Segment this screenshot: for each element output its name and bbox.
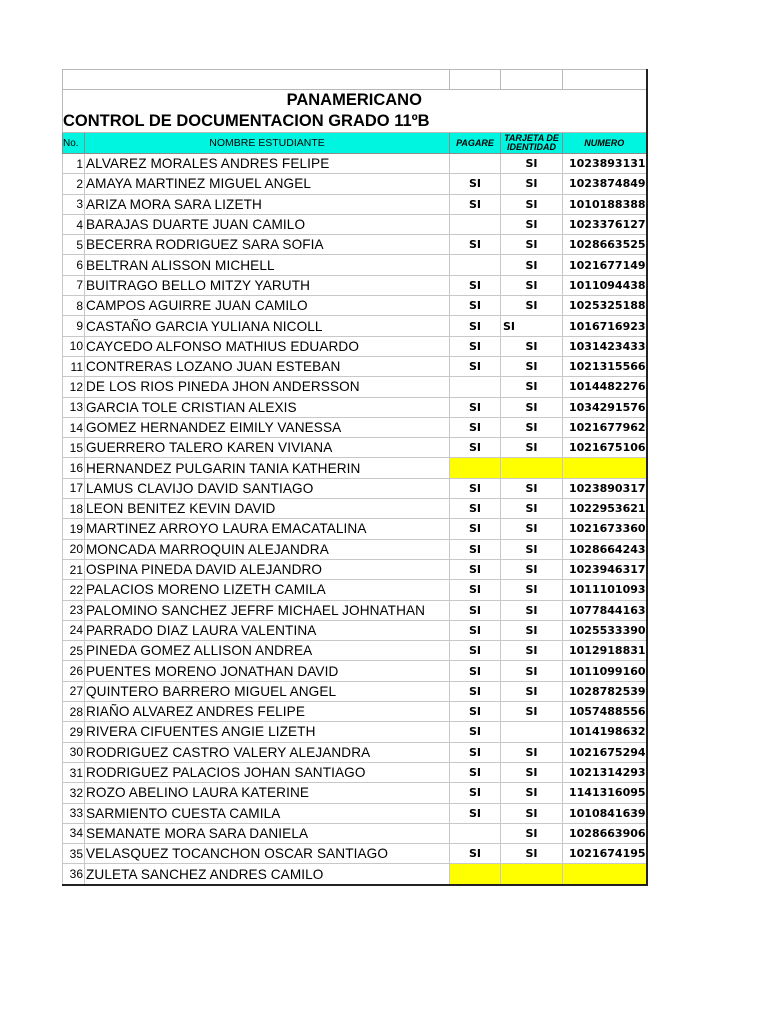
table-row <box>63 641 647 661</box>
pagare-cell: SI <box>450 783 501 803</box>
numero-cell: 1021315566 <box>563 356 647 376</box>
numero-cell: 1021314293 <box>563 762 647 782</box>
tarjeta-cell: SI <box>501 803 563 823</box>
pagare-cell: SI <box>450 620 501 640</box>
numero-cell: 1077844163 <box>563 600 647 620</box>
row-number-cell: 22 <box>63 580 85 600</box>
tarjeta-cell: SI <box>501 702 563 722</box>
sheet-subtitle: CONTROL DE DOCUMENTACION GRADO 11ºB <box>63 111 647 133</box>
student-name-cell: SARMIENTO CUESTA CAMILA <box>85 803 450 823</box>
student-name-cell: CASTAÑO GARCIA YULIANA NICOLL <box>85 316 450 336</box>
table-row <box>63 783 647 803</box>
title-row-1 <box>63 90 647 112</box>
student-name-cell: OSPINA PINEDA DAVID ALEJANDRO <box>85 559 450 579</box>
table-row <box>63 661 647 681</box>
row-number-cell: 35 <box>63 844 85 864</box>
numero-cell: 1021675106 <box>563 438 647 458</box>
table-row <box>63 803 647 823</box>
tarjeta-cell: SI <box>501 580 563 600</box>
tarjeta-cell: SI <box>501 681 563 701</box>
student-name-cell: MARTINEZ ARROYO LAURA EMACATALINA <box>85 519 450 539</box>
numero-cell: 1010841639 <box>563 803 647 823</box>
row-number-cell: 7 <box>63 275 85 295</box>
table-row <box>63 823 647 843</box>
table-row <box>63 559 647 579</box>
pagare-cell: SI <box>450 174 501 194</box>
tarjeta-cell: SI <box>501 214 563 234</box>
table-row <box>63 762 647 782</box>
table-row <box>63 864 647 885</box>
tarjeta-cell: SI <box>501 539 563 559</box>
row-number-cell: 19 <box>63 519 85 539</box>
tarjeta-cell: SI <box>501 742 563 762</box>
numero-cell: 1021677149 <box>563 255 647 275</box>
tarjeta-cell: SI <box>501 255 563 275</box>
tarjeta-cell: SI <box>501 620 563 640</box>
table-row <box>63 620 647 640</box>
pagare-cell: SI <box>450 519 501 539</box>
student-name-cell: RODRIGUEZ CASTRO VALERY ALEJANDRA <box>85 742 450 762</box>
student-name-cell: BECERRA RODRIGUEZ SARA SOFIA <box>85 235 450 255</box>
row-number-cell: 18 <box>63 499 85 519</box>
student-name-cell: QUINTERO BARRERO MIGUEL ANGEL <box>85 681 450 701</box>
table-row <box>63 255 647 275</box>
table-row <box>63 397 647 417</box>
numero-cell: 1011101093 <box>563 580 647 600</box>
table-row <box>63 417 647 437</box>
tarjeta-cell <box>501 864 563 885</box>
header-row <box>63 133 647 154</box>
pagare-cell: SI <box>450 316 501 336</box>
tarjeta-cell: SI <box>501 519 563 539</box>
row-number-cell: 14 <box>63 417 85 437</box>
tarjeta-cell <box>501 458 563 478</box>
table-row <box>63 600 647 620</box>
student-name-cell: AMAYA MARTINEZ MIGUEL ANGEL <box>85 174 450 194</box>
pagare-cell: SI <box>450 762 501 782</box>
pagare-cell <box>450 255 501 275</box>
pagare-cell: SI <box>450 275 501 295</box>
row-number-cell: 27 <box>63 681 85 701</box>
table-row <box>63 580 647 600</box>
pagare-cell: SI <box>450 336 501 356</box>
header-no: No. <box>63 133 85 154</box>
row-number-cell: 8 <box>63 296 85 316</box>
pagare-cell <box>450 214 501 234</box>
student-name-cell: PARRADO DIAZ LAURA VALENTINA <box>85 620 450 640</box>
pagare-cell: SI <box>450 722 501 742</box>
student-name-cell: ARIZA MORA SARA LIZETH <box>85 194 450 214</box>
row-number-cell: 23 <box>63 600 85 620</box>
tarjeta-cell: SI <box>501 823 563 843</box>
blank-cell <box>501 70 563 90</box>
table-row <box>63 174 647 194</box>
student-name-cell: BARAJAS DUARTE JUAN CAMILO <box>85 214 450 234</box>
student-name-cell: ZULETA SANCHEZ ANDRES CAMILO <box>85 864 450 885</box>
row-number-cell: 36 <box>63 864 85 885</box>
table-row <box>63 154 647 174</box>
tarjeta-cell <box>501 722 563 742</box>
pagare-cell: SI <box>450 702 501 722</box>
row-number-cell: 26 <box>63 661 85 681</box>
numero-cell: 1028663525 <box>563 235 647 255</box>
student-name-cell: GOMEZ HERNANDEZ EIMILY VANESSA <box>85 417 450 437</box>
student-name-cell: RIVERA CIFUENTES ANGIE LIZETH <box>85 722 450 742</box>
numero-cell: 1034291576 <box>563 397 647 417</box>
numero-cell: 1021677962 <box>563 417 647 437</box>
row-number-cell: 9 <box>63 316 85 336</box>
pagare-cell <box>450 823 501 843</box>
numero-cell: 1022953621 <box>563 499 647 519</box>
row-number-cell: 25 <box>63 641 85 661</box>
tarjeta-cell: SI <box>501 356 563 376</box>
table-row <box>63 438 647 458</box>
student-name-cell: LAMUS CLAVIJO DAVID SANTIAGO <box>85 478 450 498</box>
pagare-cell <box>450 458 501 478</box>
student-name-cell: ALVAREZ MORALES ANDRES FELIPE <box>85 154 450 174</box>
table-row <box>63 377 647 397</box>
tarjeta-cell: SI <box>501 154 563 174</box>
table-row <box>63 702 647 722</box>
row-number-cell: 34 <box>63 823 85 843</box>
row-number-cell: 24 <box>63 620 85 640</box>
table-row <box>63 458 647 478</box>
table-row <box>63 478 647 498</box>
blank-cell <box>563 70 647 90</box>
table-row <box>63 194 647 214</box>
row-number-cell: 20 <box>63 539 85 559</box>
tarjeta-cell: SI <box>501 499 563 519</box>
tarjeta-cell: SI <box>501 600 563 620</box>
pagare-cell: SI <box>450 438 501 458</box>
row-number-cell: 31 <box>63 762 85 782</box>
numero-cell: 1057488556 <box>563 702 647 722</box>
pagare-cell <box>450 154 501 174</box>
table-row <box>63 519 647 539</box>
student-name-cell: PALOMINO SANCHEZ JEFRF MICHAEL JOHNATHAN <box>85 600 450 620</box>
student-name-cell: HERNANDEZ PULGARIN TANIA KATHERIN <box>85 458 450 478</box>
blank-cell <box>450 70 501 90</box>
pagare-cell: SI <box>450 397 501 417</box>
pagare-cell: SI <box>450 600 501 620</box>
numero-cell: 1023893131 <box>563 154 647 174</box>
tarjeta-cell: SI <box>501 762 563 782</box>
sheet-body <box>63 70 647 885</box>
blank-row <box>63 70 647 90</box>
numero-cell: 1025325188 <box>563 296 647 316</box>
tarjeta-cell: SI <box>501 377 563 397</box>
pagare-cell: SI <box>450 580 501 600</box>
tarjeta-cell: SI <box>501 174 563 194</box>
row-number-cell: 15 <box>63 438 85 458</box>
table-row <box>63 722 647 742</box>
student-name-cell: CAYCEDO ALFONSO MATHIUS EDUARDO <box>85 336 450 356</box>
student-name-cell: ROZO ABELINO LAURA KATERINE <box>85 783 450 803</box>
numero-cell: 1023376127 <box>563 214 647 234</box>
student-name-cell: GARCIA TOLE CRISTIAN ALEXIS <box>85 397 450 417</box>
header-numero: NUMERO <box>563 133 647 154</box>
numero-cell: 1014198632 <box>563 722 647 742</box>
pagare-cell: SI <box>450 478 501 498</box>
numero-cell: 1011099160 <box>563 661 647 681</box>
table-row <box>63 316 647 336</box>
documentation-control-sheet <box>62 69 648 886</box>
pagare-cell: SI <box>450 499 501 519</box>
numero-cell: 1010188388 <box>563 194 647 214</box>
numero-cell: 1023874849 <box>563 174 647 194</box>
pagare-cell: SI <box>450 539 501 559</box>
table-row <box>63 742 647 762</box>
student-name-cell: MONCADA MARROQUIN ALEJANDRA <box>85 539 450 559</box>
student-name-cell: CONTRERAS LOZANO JUAN ESTEBAN <box>85 356 450 376</box>
numero-cell: 1012918831 <box>563 641 647 661</box>
table-row <box>63 336 647 356</box>
numero-cell: 1021673360 <box>563 519 647 539</box>
tarjeta-cell: SI <box>501 316 563 336</box>
numero-cell: 1141316095 <box>563 783 647 803</box>
pagare-cell: SI <box>450 296 501 316</box>
pagare-cell: SI <box>450 803 501 823</box>
row-number-cell: 3 <box>63 194 85 214</box>
sheet-title: PANAMERICANO <box>63 90 647 112</box>
blank-cell <box>63 70 450 90</box>
tarjeta-cell: SI <box>501 641 563 661</box>
student-name-cell: SEMANATE MORA SARA DANIELA <box>85 823 450 843</box>
student-name-cell: CAMPOS AGUIRRE JUAN CAMILO <box>85 296 450 316</box>
student-name-cell: PALACIOS MORENO LIZETH CAMILA <box>85 580 450 600</box>
table-row <box>63 356 647 376</box>
numero-cell: 1021675294 <box>563 742 647 762</box>
tarjeta-cell: SI <box>501 397 563 417</box>
numero-cell: 1031423433 <box>563 336 647 356</box>
numero-cell: 1023946317 <box>563 559 647 579</box>
pagare-cell: SI <box>450 844 501 864</box>
table-row <box>63 681 647 701</box>
student-name-cell: RODRIGUEZ PALACIOS JOHAN SANTIAGO <box>85 762 450 782</box>
pagare-cell: SI <box>450 742 501 762</box>
table-row <box>63 296 647 316</box>
numero-cell <box>563 864 647 885</box>
pagare-cell <box>450 864 501 885</box>
row-number-cell: 13 <box>63 397 85 417</box>
table-row <box>63 235 647 255</box>
student-name-cell: PUENTES MORENO JONATHAN DAVID <box>85 661 450 681</box>
numero-cell: 1028664243 <box>563 539 647 559</box>
row-number-cell: 6 <box>63 255 85 275</box>
tarjeta-cell: SI <box>501 438 563 458</box>
tarjeta-cell: SI <box>501 661 563 681</box>
student-name-cell: RIAÑO ALVAREZ ANDRES FELIPE <box>85 702 450 722</box>
numero-cell: 1011094438 <box>563 275 647 295</box>
student-name-cell: GUERRERO TALERO KAREN VIVIANA <box>85 438 450 458</box>
student-name-cell: BELTRAN ALISSON MICHELL <box>85 255 450 275</box>
numero-cell: 1028663906 <box>563 823 647 843</box>
table-row <box>63 844 647 864</box>
pagare-cell: SI <box>450 235 501 255</box>
pagare-cell: SI <box>450 661 501 681</box>
table-row <box>63 539 647 559</box>
numero-cell: 1028782539 <box>563 681 647 701</box>
table-row <box>63 275 647 295</box>
row-number-cell: 12 <box>63 377 85 397</box>
row-number-cell: 1 <box>63 154 85 174</box>
numero-cell: 1025533390 <box>563 620 647 640</box>
numero-cell: 1016716923 <box>563 316 647 336</box>
header-tarjeta: TARJETA DE IDENTIDAD <box>501 133 563 154</box>
row-number-cell: 11 <box>63 356 85 376</box>
row-number-cell: 32 <box>63 783 85 803</box>
row-number-cell: 16 <box>63 458 85 478</box>
tarjeta-cell: SI <box>501 417 563 437</box>
row-number-cell: 30 <box>63 742 85 762</box>
student-name-cell: LEON BENITEZ KEVIN DAVID <box>85 499 450 519</box>
tarjeta-cell: SI <box>501 275 563 295</box>
row-number-cell: 10 <box>63 336 85 356</box>
title-row-2 <box>63 111 647 133</box>
student-name-cell: VELASQUEZ TOCANCHON OSCAR SANTIAGO <box>85 844 450 864</box>
row-number-cell: 29 <box>63 722 85 742</box>
pagare-cell: SI <box>450 417 501 437</box>
row-number-cell: 28 <box>63 702 85 722</box>
numero-cell: 1023890317 <box>563 478 647 498</box>
header-pagare: PAGARE <box>450 133 501 154</box>
tarjeta-cell: SI <box>501 844 563 864</box>
student-name-cell: DE LOS RIOS PINEDA JHON ANDERSSON <box>85 377 450 397</box>
pagare-cell: SI <box>450 559 501 579</box>
tarjeta-cell: SI <box>501 194 563 214</box>
row-number-cell: 33 <box>63 803 85 823</box>
student-name-cell: PINEDA GOMEZ ALLISON ANDREA <box>85 641 450 661</box>
tarjeta-cell: SI <box>501 478 563 498</box>
student-name-cell: BUITRAGO BELLO MITZY YARUTH <box>85 275 450 295</box>
pagare-cell: SI <box>450 194 501 214</box>
table-row <box>63 214 647 234</box>
numero-cell: 1014482276 <box>563 377 647 397</box>
tarjeta-cell: SI <box>501 296 563 316</box>
numero-cell: 1021674195 <box>563 844 647 864</box>
pagare-cell: SI <box>450 356 501 376</box>
pagare-cell: SI <box>450 681 501 701</box>
tarjeta-cell: SI <box>501 783 563 803</box>
row-number-cell: 17 <box>63 478 85 498</box>
tarjeta-cell: SI <box>501 235 563 255</box>
row-number-cell: 4 <box>63 214 85 234</box>
header-name: NOMBRE ESTUDIANTE <box>85 133 450 154</box>
tarjeta-cell: SI <box>501 559 563 579</box>
table-row <box>63 499 647 519</box>
row-number-cell: 5 <box>63 235 85 255</box>
pagare-cell <box>450 377 501 397</box>
pagare-cell: SI <box>450 641 501 661</box>
numero-cell <box>563 458 647 478</box>
row-number-cell: 21 <box>63 559 85 579</box>
row-number-cell: 2 <box>63 174 85 194</box>
tarjeta-cell: SI <box>501 336 563 356</box>
